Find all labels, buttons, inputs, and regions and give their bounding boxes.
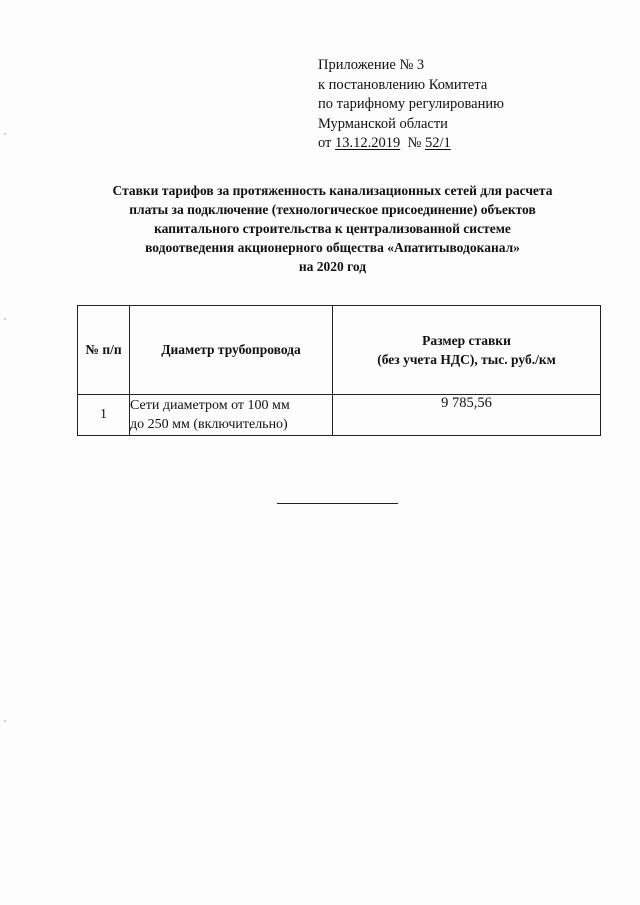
- table-row: [78, 395, 601, 436]
- scan-mark: [4, 720, 6, 722]
- scan-mark: [4, 133, 6, 135]
- rates-table: [77, 305, 601, 436]
- appendix-header: [318, 56, 558, 154]
- resolution-number: 52/1: [425, 135, 451, 151]
- appendix-line-committee: по тарифному регулированию: [318, 96, 504, 112]
- title-line: капитального строительства к централизованной системе: [154, 221, 511, 236]
- header-rate: [333, 306, 601, 395]
- closing-rule: [277, 503, 398, 504]
- row-rate: 9 785,56: [333, 395, 601, 436]
- appendix-line-region: Мурманской области: [318, 115, 448, 132]
- header-num: № п/п: [78, 306, 130, 395]
- row-num: 1: [78, 395, 130, 436]
- resolution-date: 13.12.2019: [335, 135, 401, 151]
- title-line: на 2020 год: [298, 259, 367, 274]
- header-rate-line2: (без учета НДС), тыс. руб./км: [377, 352, 556, 367]
- row-diameter-line2: до 250 мм (включительно): [130, 417, 288, 432]
- appendix-line-resolution: к постановлению Комитета: [318, 76, 488, 93]
- row-diameter-line1: Сети диаметром от 100 мм: [130, 398, 290, 413]
- header-diameter: Диаметр трубопровода: [130, 306, 333, 395]
- header-rate-line1: Размер ставки: [422, 333, 511, 348]
- title-line: водоотведения акционерного общества «Апатитыводоканал»: [145, 240, 520, 255]
- appendix-title: Приложение № 3: [318, 57, 425, 73]
- row-diameter: [130, 395, 333, 436]
- document-title: [60, 181, 605, 276]
- title-line: Ставки тарифов за протяженность канализационных сетей для расчета: [112, 183, 553, 198]
- date-prefix: от: [318, 135, 336, 151]
- scan-mark: [4, 318, 6, 320]
- number-prefix: №: [400, 135, 425, 151]
- table-header-row: [78, 306, 601, 395]
- appendix-date-line: [318, 134, 558, 154]
- title-line: платы за подключение (технологическое присоединение) объектов: [129, 202, 536, 217]
